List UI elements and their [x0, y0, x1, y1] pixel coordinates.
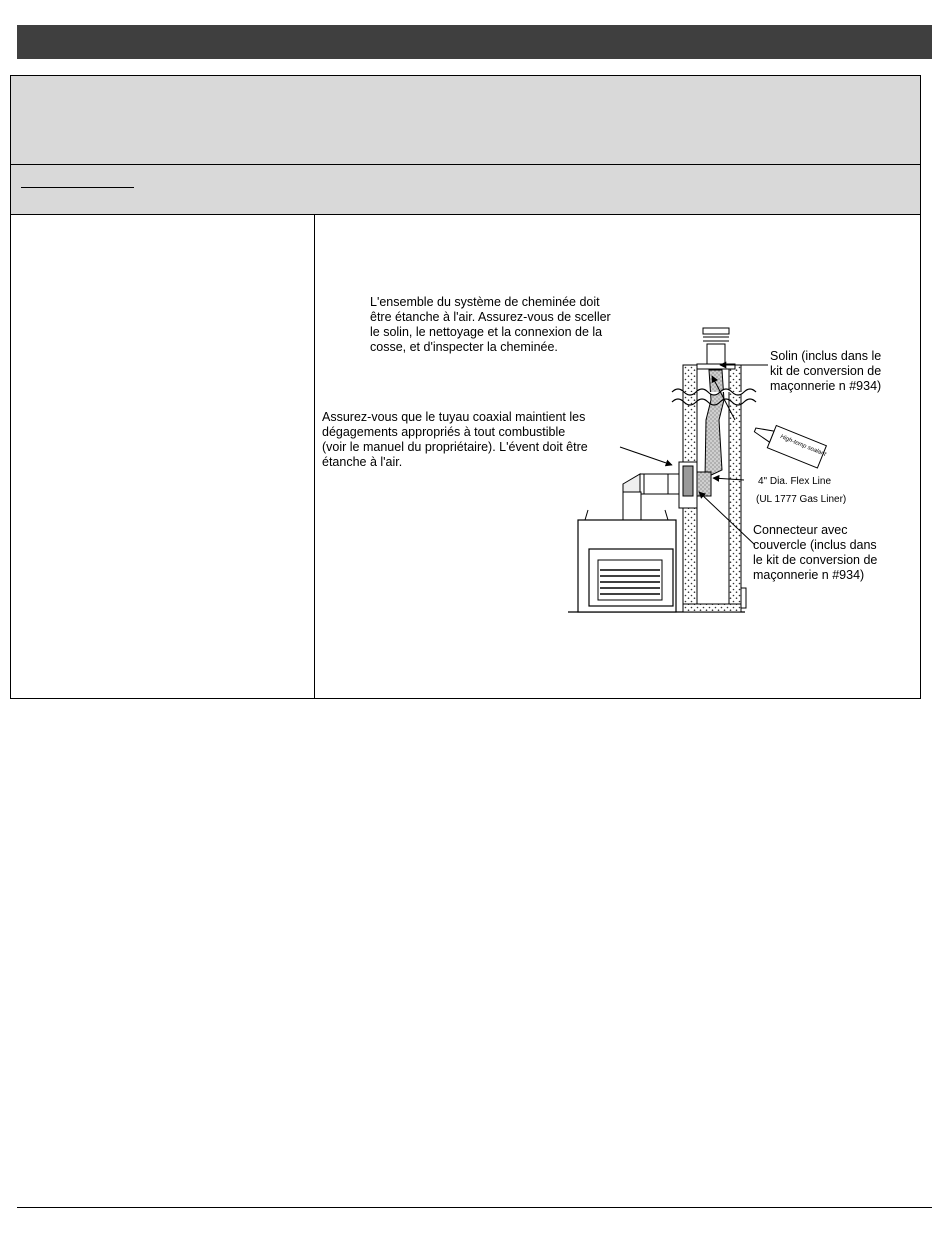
vent-pipe — [623, 474, 679, 520]
chimney-cap — [697, 328, 735, 369]
coaxial-note: Assurez-vous que le tuyau coaxial maintient les dégagements appropriés à tout combustible (voir le manuel du propriétaire). L'évent doit être étanche à l'air. — [322, 410, 588, 469]
connector-label: Connecteur avec couvercle (inclus dans le kit de conversion de maçonnerie n #934) — [753, 523, 878, 582]
sealant-tube — [751, 419, 830, 469]
footer-rule — [17, 1207, 932, 1208]
flex-line-label: 4" Dia. Flex Line — [758, 476, 832, 487]
gas-liner-label: (UL 1777 Gas Liner) — [756, 494, 847, 505]
airtight-note: L'ensemble du système de cheminée doit être étanche à l'air. Assurez-vous de sceller le solin, le nettoyage et la connexion de la cosse, et d'inspecter la cheminée. — [370, 295, 611, 354]
svg-text:High-temp sealant: High-temp sealant — [779, 434, 827, 458]
flex-liner — [705, 370, 724, 478]
fireplace-unit — [578, 510, 676, 612]
flashing-label: Solin (inclus dans le kit de conversion de maçonnerie n #934) — [770, 349, 882, 393]
arrow-connector — [699, 492, 755, 545]
arrow-coaxial — [620, 447, 672, 465]
